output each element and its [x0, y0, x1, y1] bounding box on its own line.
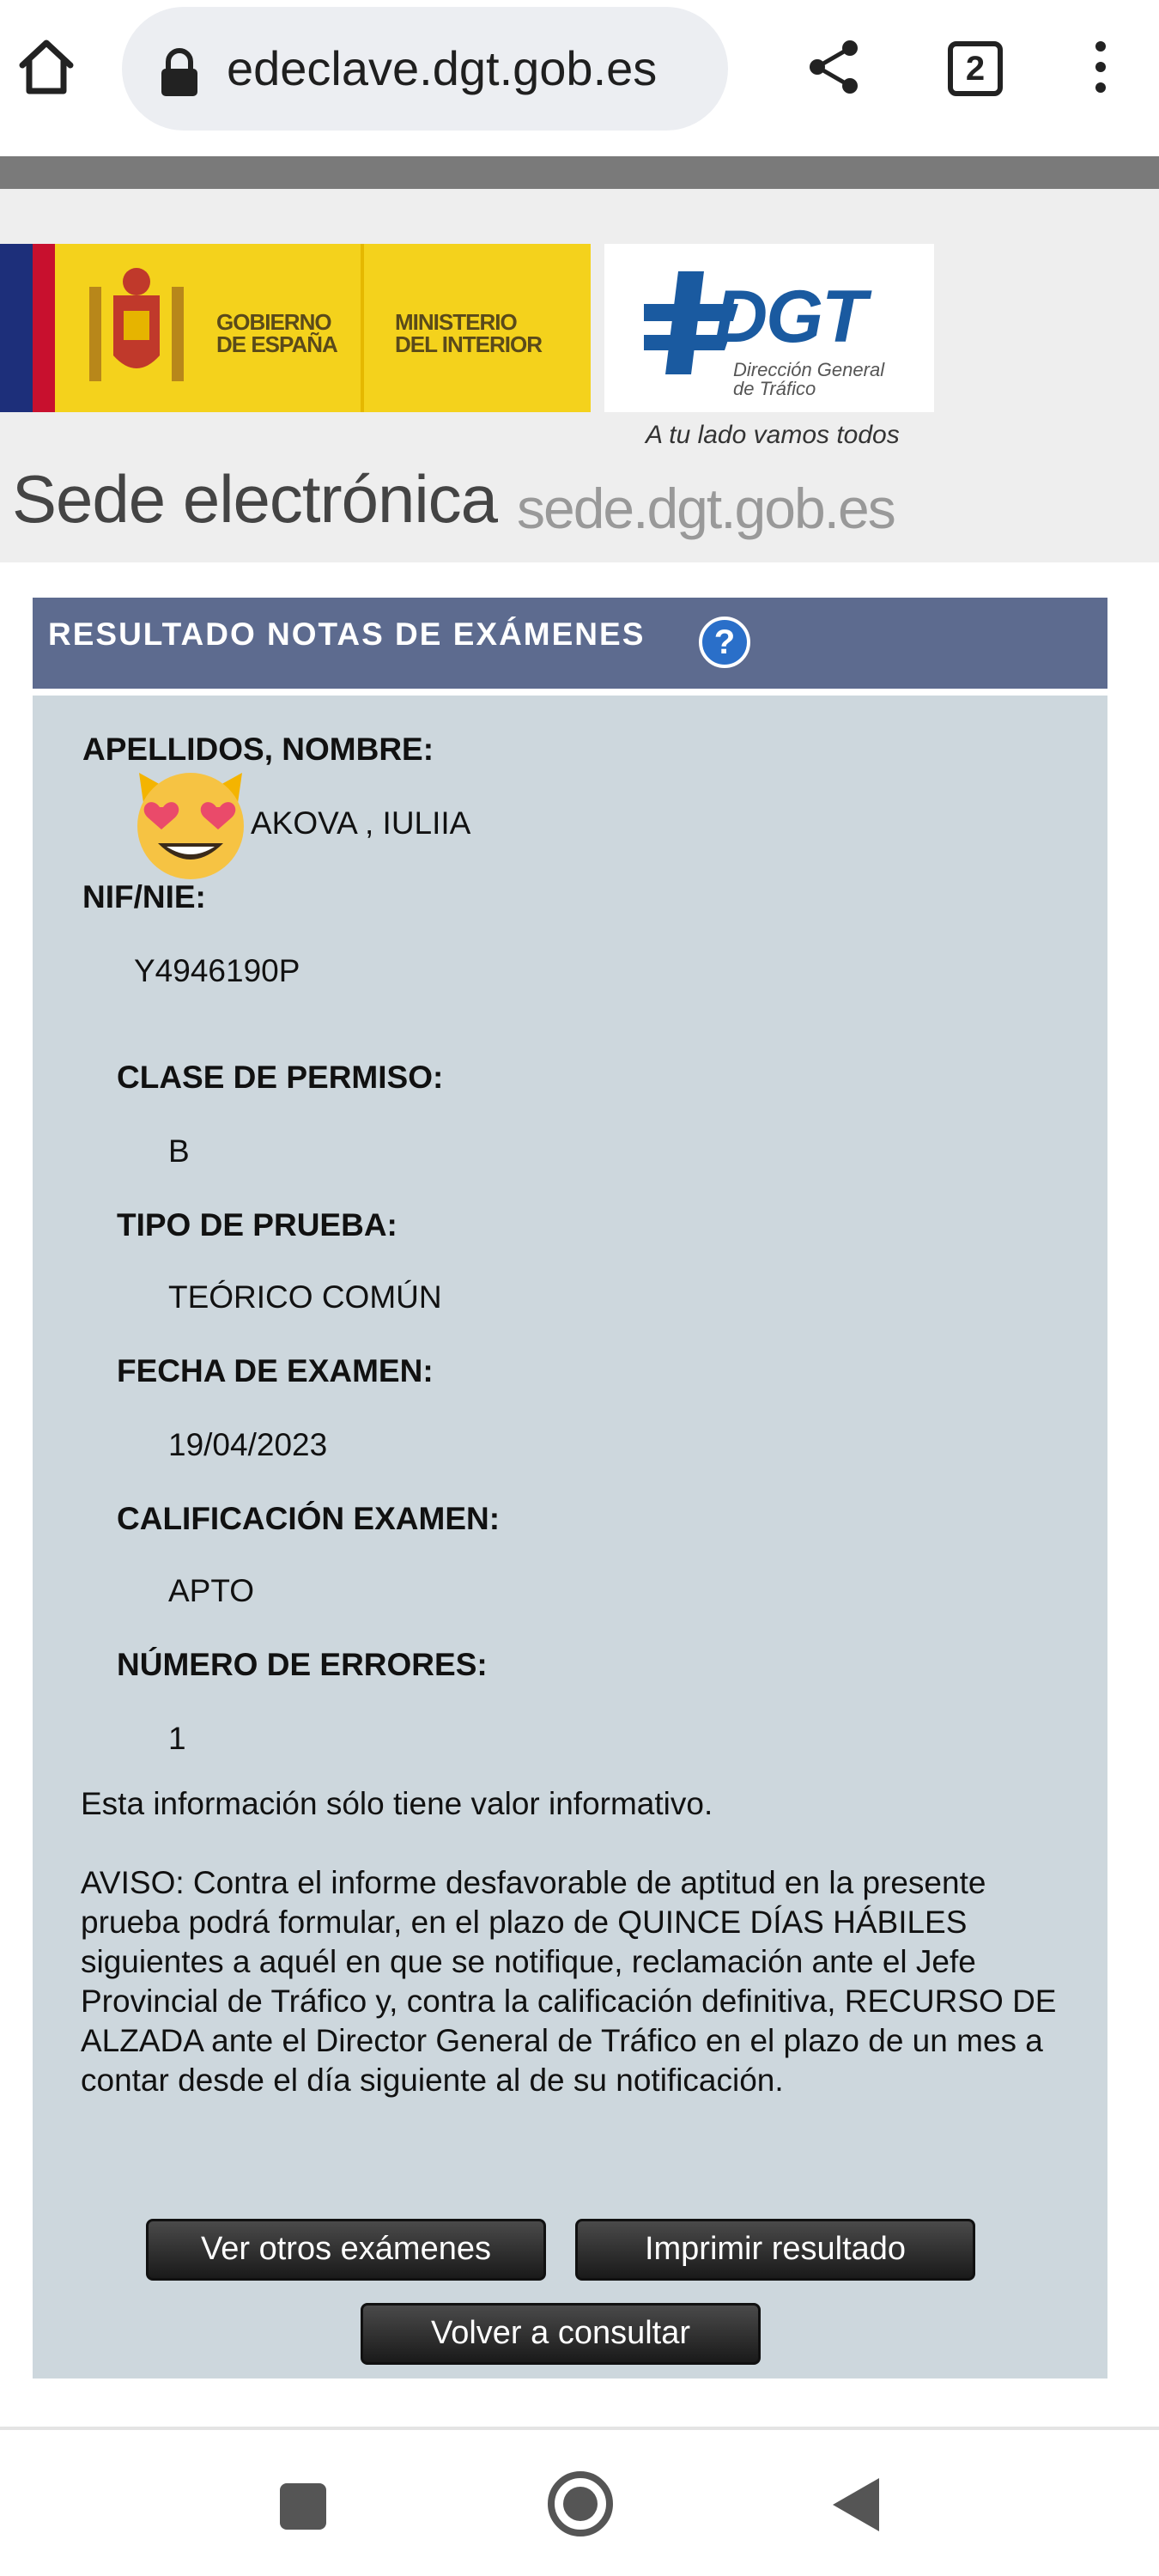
grade-label: CALIFICACIÓN EXAMEN:: [117, 1501, 501, 1536]
logo-divider: [361, 244, 364, 412]
ministerio-line1: MINISTERIO: [395, 309, 517, 335]
address-bar[interactable]: [122, 7, 728, 131]
nif-label: NIF/NIE:: [82, 879, 206, 914]
dgt-tagline: A tu lado vamos todos: [646, 421, 900, 449]
dgt-subtitle: [733, 361, 884, 398]
other-exams-button[interactable]: Ver otros exámenes: [146, 2219, 546, 2281]
test-type-label: TIPO DE PRUEBA:: [117, 1207, 397, 1242]
exam-date-value: 19/04/2023: [168, 1427, 328, 1462]
dgt-subtitle-line2: de Tráfico: [733, 378, 816, 399]
errors-value: 1: [168, 1721, 186, 1756]
ministerio-text: [395, 311, 542, 355]
flag-icon: [0, 244, 55, 412]
recents-icon[interactable]: [280, 2483, 326, 2530]
overflow-menu-icon[interactable]: [1083, 36, 1118, 98]
gobierno-line1: GOBIERNO: [216, 309, 331, 335]
grade-value: APTO: [168, 1573, 255, 1608]
site-header: [0, 189, 1159, 562]
sede-title[interactable]: Sede electrónica: [12, 461, 498, 537]
aviso-notice: AVISO: Contra el informe desfavorable de aptitud en la presente prueba podrá formular, en el plazo de QUINCE DÍAS HÁBILES siguientes a aquél en que se notifique, reclamación ante el Jefe Provincial de Tráfico y, contra la calificación definitiva, RECURSO DE ALZADA ante el Director General de Tráfico en el plazo de un mes a contar desde el día siguiente al de su notificación.: [81, 1865, 1057, 2098]
lock-icon: [160, 48, 199, 98]
results-panel-body: [33, 696, 1107, 2379]
heart-eyes-cat-emoji: [127, 757, 254, 884]
test-type-value: TEÓRICO COMÚN: [168, 1279, 442, 1315]
dgt-subtitle-line1: Dirección General: [733, 359, 885, 380]
exam-date-label: FECHA DE EXAMEN:: [117, 1353, 434, 1388]
nif-value: Y4946190P: [134, 953, 300, 988]
header-strip: [0, 156, 1159, 189]
system-nav-bar: [0, 2430, 1159, 2576]
url-text: edeclave.dgt.gob.es: [227, 41, 658, 95]
permit-class-value: B: [168, 1133, 190, 1169]
name-value: AKOVA , IULIIA: [251, 805, 471, 841]
help-icon[interactable]: ?: [699, 617, 750, 668]
panel-title: RESULTADO NOTAS DE EXÁMENES: [48, 617, 646, 652]
permit-class-label: CLASE DE PERMISO:: [117, 1060, 444, 1095]
nav-back-icon[interactable]: [829, 2475, 881, 2535]
browser-toolbar: [0, 0, 1159, 143]
gobierno-text: [216, 311, 337, 355]
home-icon[interactable]: [15, 36, 77, 98]
tabs-icon[interactable]: 2: [948, 41, 1003, 96]
sede-url[interactable]: sede.dgt.gob.es: [517, 477, 895, 540]
results-panel-header: [33, 598, 1107, 689]
name-label: APELLIDOS, NOMBRE:: [82, 732, 434, 767]
dgt-logo: [604, 244, 934, 412]
print-result-button[interactable]: Imprimir resultado: [575, 2219, 975, 2281]
gobierno-line2: DE ESPAÑA: [216, 331, 337, 357]
ministerio-line2: DEL INTERIOR: [395, 331, 542, 357]
coat-of-arms-icon: [72, 261, 201, 395]
errors-label: NÚMERO DE ERRORES:: [117, 1647, 488, 1682]
back-to-query-button[interactable]: Volver a consultar: [361, 2303, 761, 2365]
dgt-logo-text: DGT: [714, 276, 865, 358]
nav-home-icon[interactable]: [546, 2470, 615, 2538]
gobierno-logo: [0, 244, 591, 412]
info-note: Esta información sólo tiene valor informativo.: [81, 1786, 713, 1821]
share-icon[interactable]: [804, 36, 865, 98]
